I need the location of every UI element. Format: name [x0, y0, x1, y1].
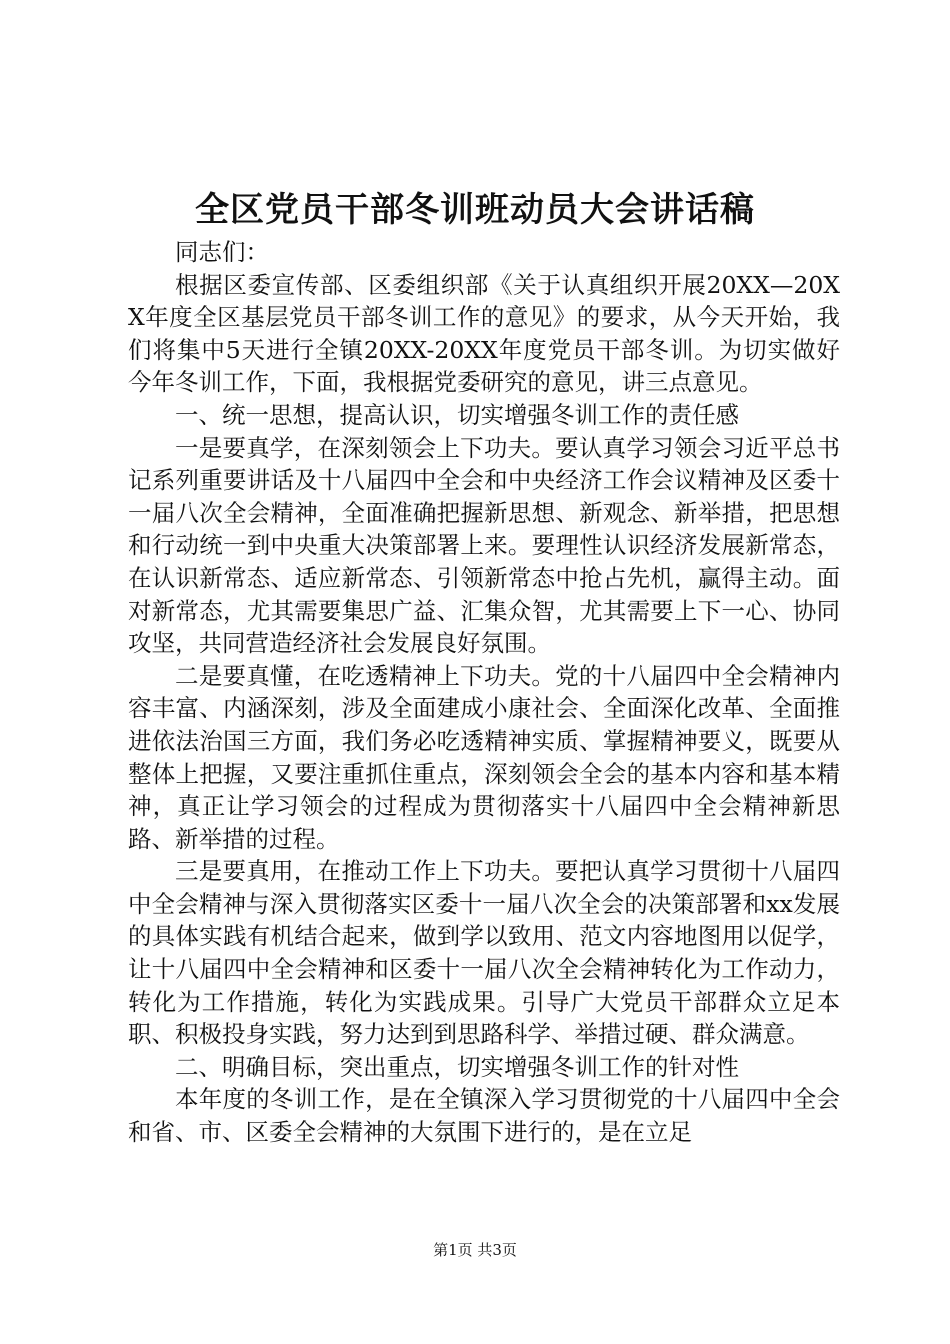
- page-footer: 第1页 共3页: [433, 1241, 517, 1259]
- salutation: 同志们：: [175, 238, 269, 266]
- intro-paragraph: 根据区委宣传部、区委组织部《关于认真组织开展20XX—20XX年度全区基层党员干部冬训工作的意见》的要求，从今天开始，我们将集中5天进行全镇20XX-20XX年度党员干部冬训。为切实做好今年冬训工作，下面，我根据党委研究的意见，讲三点意见。: [128, 270, 840, 397]
- document-body: [128, 236, 840, 1149]
- section-heading-1: 一、统一思想，提高认识，切实增强冬训工作的责任感: [175, 400, 739, 429]
- paragraph-apply: 三是要真用，在推动工作上下功夫。要把认真学习贯彻十八届四中全会精神与深入贯彻落实区委十一届八次全会的决策部署和xx发展的具体实践有机结合起来，做到学以致用、范文内容地图用以促学，让十八届四中全会精神和区委十一届八次全会精神转化为工作动力，转化为工作措施，转化为实践成果。引导广大党员干部群众立足本职、积极投身实践，努力达到到思路科学、举措过硬、群众满意。: [128, 857, 840, 1049]
- paragraph-understand: 二是要真懂，在吃透精神上下功夫。党的十八届四中全会精神内容丰富、内涵深刻，涉及全面建成小康社会、全面深化改革、全面推进依法治国三方面，我们务必吃透精神实质、掌握精神要义，既要从整体上把握，又要注重抓住重点，深刻领会全会的基本内容和基本精神，真正让学习领会的过程成为贯彻落实十八届四中全会精神新思路、新举措的过程。: [128, 661, 840, 853]
- paragraph-study: 一是要真学，在深刻领会上下功夫。要认真学习领会习近平总书记系列重要讲话及十八届四中全会和中央经济工作会议精神及区委十一届八次全会精神，全面准确把握新思想、新观念、新举措，把思想和行动统一到中央重大决策部署上来。要理性认识经济发展新常态，在认识新常态、适应新常态、引领新常态中抢占先机，赢得主动。面对新常态，尤其需要集思广益、汇集众智，尤其需要上下一心、协同攻坚，共同营造经济社会发展良好氛围。: [128, 433, 840, 658]
- paragraph-this-year: 本年度的冬训工作，是在全镇深入学习贯彻党的十八届四中全会和省、市、区委全会精神的大氛围下进行的，是在立足: [128, 1085, 840, 1147]
- document-title: 全区党员干部冬训班动员大会讲话稿: [195, 190, 755, 230]
- section-heading-2: 二、明确目标，突出重点，切实增强冬训工作的针对性: [175, 1052, 739, 1081]
